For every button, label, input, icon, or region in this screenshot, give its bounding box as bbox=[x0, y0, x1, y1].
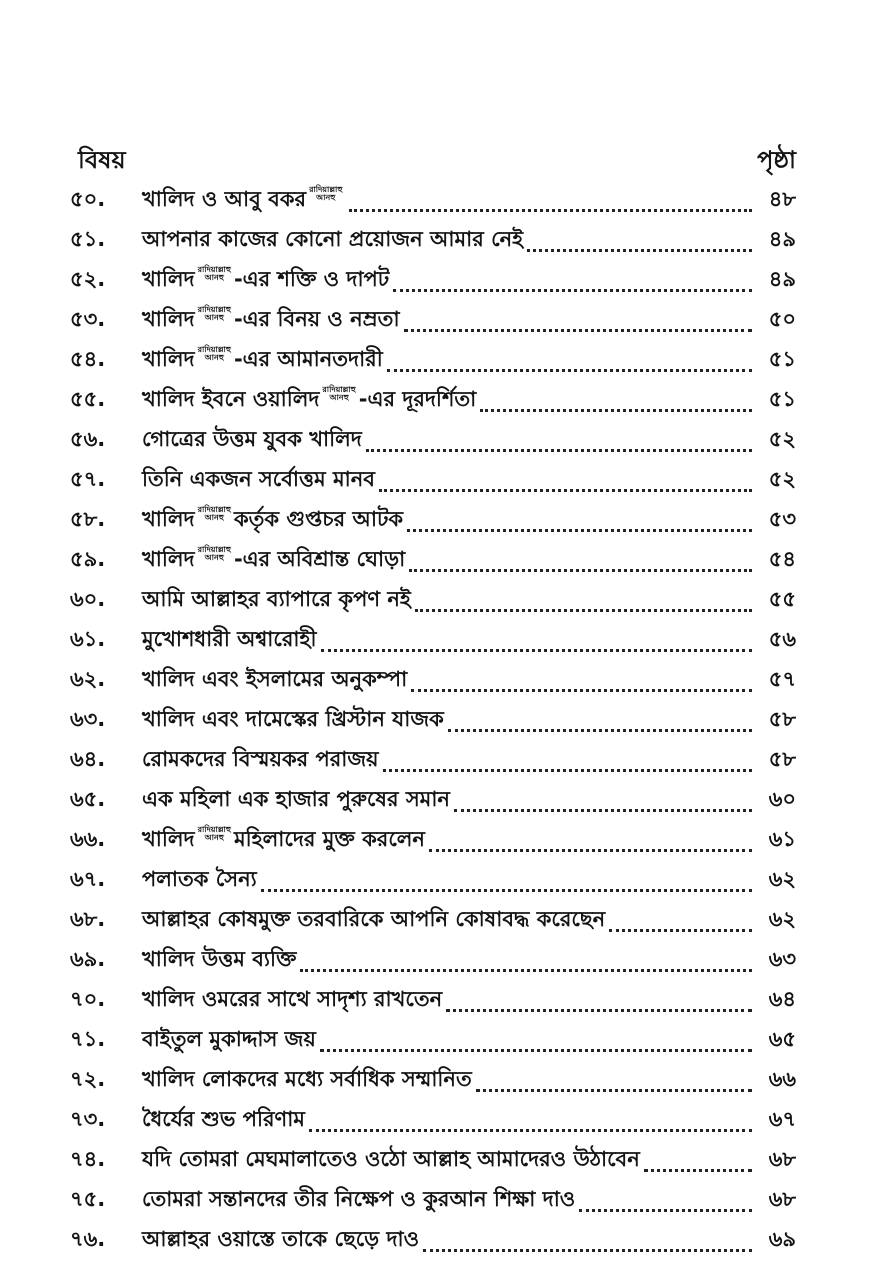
entry-title bbox=[142, 703, 444, 738]
honorific-mark bbox=[198, 266, 231, 282]
entry-page-number: ৪৮ bbox=[768, 186, 796, 211]
honorific-line-1: রাদিয়াল্লাহু bbox=[197, 344, 231, 354]
honorific-line-2: আনহু bbox=[316, 192, 336, 202]
dot-leader bbox=[429, 839, 752, 852]
entry-title-suffix: -এর অবিশ্রান্ত ঘোড়া bbox=[233, 546, 406, 571]
entry-page-number: ৫৭ bbox=[768, 666, 796, 691]
entry-title bbox=[142, 503, 403, 538]
honorific-line-2: আনহু bbox=[204, 512, 224, 522]
honorific-line-2: আনহু bbox=[204, 312, 224, 322]
toc-entry bbox=[70, 380, 796, 420]
toc-entry bbox=[70, 1220, 796, 1260]
honorific-line-2: আনহু bbox=[329, 392, 349, 402]
dot-leader bbox=[411, 679, 752, 692]
entry-title-text: যদি তোমরা মেঘমালাতেও ওঠো আল্লাহ আমাদেরও উঠাবেন bbox=[142, 1146, 640, 1171]
entry-page-number: ৬১ bbox=[768, 826, 796, 851]
toc-entry bbox=[70, 1140, 796, 1180]
dot-leader bbox=[349, 199, 752, 212]
entry-number: ৬৮. bbox=[70, 906, 106, 931]
toc-entry bbox=[70, 1100, 796, 1140]
toc-entry bbox=[70, 340, 796, 380]
dot-leader bbox=[387, 359, 752, 372]
honorific-line-1: রাদিয়াল্লাহু bbox=[197, 304, 231, 314]
dot-leader bbox=[393, 279, 752, 292]
entry-page-number: ৬৫ bbox=[768, 1026, 796, 1051]
entry-title-text: খালিদ এবং ইসলামের অনুকম্পা bbox=[142, 666, 408, 691]
entry-title-text: খালিদ bbox=[142, 266, 195, 291]
dot-leader bbox=[320, 1039, 752, 1052]
entry-number: ৬৩. bbox=[70, 706, 106, 731]
entry-page-number: ৬৯ bbox=[768, 1226, 796, 1251]
entry-title-text: খালিদ ও আবু বকর bbox=[142, 186, 307, 211]
entry-title-text: এক মহিলা এক হাজার পুরুষের সমান bbox=[142, 786, 450, 811]
entry-number: ৬২. bbox=[70, 666, 106, 691]
entry-title-text: খালিদ bbox=[142, 346, 195, 371]
honorific-line-1: রাদিয়াল্লাহু bbox=[322, 384, 356, 394]
honorific-line-2: আনহু bbox=[204, 552, 224, 562]
honorific-mark bbox=[198, 346, 231, 362]
entry-page-number: ৫৩ bbox=[768, 506, 796, 531]
entry-number: ৭৩. bbox=[70, 1106, 106, 1131]
entry-page-number: ৬৪ bbox=[768, 986, 796, 1011]
entry-page-number: ৫১ bbox=[768, 346, 796, 371]
entry-title-text: খালিদ উত্তম ব্যক্তি bbox=[142, 946, 297, 971]
honorific-line-1: রাদিয়াল্লাহু bbox=[197, 264, 231, 274]
entry-title bbox=[142, 463, 375, 498]
dot-leader bbox=[321, 639, 752, 652]
entry-title-text: খালিদ লোকদের মধ্যে সর্বাধিক সম্মানিত bbox=[142, 1066, 472, 1091]
toc-entry bbox=[70, 180, 796, 220]
entry-number: ৫৪. bbox=[70, 346, 106, 371]
toc-header bbox=[78, 142, 796, 178]
entry-page-number: ৫৮ bbox=[768, 746, 796, 771]
toc-entry bbox=[70, 220, 796, 260]
entry-number: ৫২. bbox=[70, 266, 106, 291]
honorific-line-1: রাদিয়াল্লাহু bbox=[197, 544, 231, 554]
entry-page-number: ৬২ bbox=[768, 906, 796, 931]
entry-title-text: রোমকদের বিস্ময়কর পরাজয় bbox=[142, 746, 379, 771]
dot-leader bbox=[404, 319, 752, 332]
toc-entry bbox=[70, 580, 796, 620]
entry-page-number: ৫১ bbox=[768, 386, 796, 411]
dot-leader bbox=[448, 719, 752, 732]
entry-title-suffix: কর্তৃক গুপ্তচর আটক bbox=[233, 506, 404, 531]
entry-title-text: তোমরা সন্তানদের তীর নিক্ষেপ ও কুরআন শিক্ষা দাও bbox=[142, 1186, 576, 1211]
entry-title bbox=[142, 1063, 472, 1098]
toc-entry bbox=[70, 540, 796, 580]
toc-entry bbox=[70, 980, 796, 1020]
entry-title-text: তিনি একজন সর্বোত্তম মানব bbox=[142, 466, 375, 491]
toc-entry bbox=[70, 940, 796, 980]
dot-leader bbox=[423, 1239, 752, 1252]
entry-number: ৬৭. bbox=[70, 866, 106, 891]
toc-entry bbox=[70, 260, 796, 300]
entry-page-number: ৫৬ bbox=[768, 626, 796, 651]
entry-number: ৭১. bbox=[70, 1026, 106, 1051]
honorific-mark bbox=[309, 186, 342, 202]
dot-leader bbox=[379, 479, 752, 492]
honorific-line-2: আনহু bbox=[204, 272, 224, 282]
entry-title-text: মুখোশধারী অশ্বারোহী bbox=[142, 626, 317, 651]
toc-entry bbox=[70, 1020, 796, 1060]
honorific-line-1: রাদিয়াল্লাহু bbox=[309, 184, 343, 194]
entry-title-text: আমি আল্লাহর ব্যাপারে কৃপণ নই bbox=[142, 586, 411, 611]
entry-title-text: বাইতুল মুকাদ্দাস জয় bbox=[142, 1026, 316, 1051]
entry-title bbox=[142, 383, 476, 418]
dot-leader bbox=[415, 599, 752, 612]
entry-page-number: ৬৭ bbox=[768, 1106, 796, 1131]
entry-number: ৬০. bbox=[70, 586, 106, 611]
dot-leader bbox=[527, 239, 752, 252]
entry-page-number: ৪৯ bbox=[768, 226, 796, 251]
entry-title-text: আল্লাহর কোষমুক্ত তরবারিকে আপনি কোষাবদ্ধ করেছেন bbox=[142, 906, 606, 931]
entry-number: ৫৩. bbox=[70, 306, 106, 331]
entry-page-number: ৫৮ bbox=[768, 706, 796, 731]
entry-title bbox=[142, 1143, 640, 1178]
toc-list bbox=[70, 180, 796, 1260]
dot-leader bbox=[476, 1079, 752, 1092]
toc-entry bbox=[70, 1060, 796, 1100]
entry-title bbox=[142, 183, 345, 218]
dot-leader bbox=[644, 1159, 752, 1172]
toc-entry bbox=[70, 460, 796, 500]
entry-title-text: খালিদ bbox=[142, 546, 195, 571]
dot-leader bbox=[609, 919, 752, 932]
toc-entry bbox=[70, 740, 796, 780]
entry-title bbox=[142, 223, 523, 258]
entry-number: ৭০. bbox=[70, 986, 106, 1011]
dot-leader bbox=[579, 1199, 752, 1212]
entry-number: ৬১. bbox=[70, 626, 106, 651]
entry-title-text: খালিদ bbox=[142, 306, 195, 331]
entry-number: ৬৬. bbox=[70, 826, 106, 851]
entry-number: ৫০. bbox=[70, 186, 106, 211]
dot-leader bbox=[407, 519, 752, 532]
entry-page-number: ৬৩ bbox=[768, 946, 796, 971]
entry-title bbox=[142, 1183, 575, 1218]
entry-title-suffix: -এর দূরদর্শিতা bbox=[358, 386, 477, 411]
entry-page-number: ৬০ bbox=[768, 786, 796, 811]
toc-entry bbox=[70, 500, 796, 540]
entry-title bbox=[142, 663, 407, 698]
entry-title bbox=[142, 783, 450, 818]
dot-leader bbox=[309, 1119, 752, 1132]
dot-leader bbox=[480, 399, 752, 412]
entry-title bbox=[142, 863, 257, 898]
honorific-mark bbox=[198, 506, 231, 522]
dot-leader bbox=[261, 879, 752, 892]
dot-leader bbox=[454, 799, 752, 812]
honorific-line-2: আনহু bbox=[204, 832, 224, 842]
entry-title-text: আল্লাহর ওয়াস্তে তাকে ছেড়ে দাও bbox=[142, 1226, 420, 1251]
honorific-mark bbox=[198, 306, 231, 322]
entry-title bbox=[142, 903, 605, 938]
entry-title-suffix: -এর শক্তি ও দাপট bbox=[233, 266, 390, 291]
entry-title bbox=[142, 543, 405, 578]
dot-leader bbox=[366, 439, 752, 452]
entry-number: ৫৮. bbox=[70, 506, 106, 531]
honorific-line-2: আনহু bbox=[204, 352, 224, 362]
entry-page-number: ৫৫ bbox=[768, 586, 796, 611]
entry-title bbox=[142, 1023, 316, 1058]
entry-title-text: খালিদ এবং দামেস্কের খ্রিস্টান যাজক bbox=[142, 706, 444, 731]
toc-entry bbox=[70, 620, 796, 660]
honorific-line-1: রাদিয়াল্লাহু bbox=[197, 824, 231, 834]
entry-number: ৭৪. bbox=[70, 1146, 106, 1171]
entry-page-number: ৬৮ bbox=[768, 1146, 796, 1171]
entry-page-number: ৫০ bbox=[768, 306, 796, 331]
entry-title bbox=[142, 583, 411, 618]
entry-title bbox=[142, 623, 317, 658]
entry-title-text: ধৈর্যের শুভ পরিণাম bbox=[142, 1106, 305, 1131]
entry-number: ৬৪. bbox=[70, 746, 106, 771]
entry-title bbox=[142, 823, 425, 858]
toc-entry bbox=[70, 860, 796, 900]
entry-title-text: খালিদ bbox=[142, 826, 195, 851]
entry-number: ৫১. bbox=[70, 226, 106, 251]
entry-number: ৭৬. bbox=[70, 1226, 106, 1251]
toc-entry bbox=[70, 700, 796, 740]
entry-number: ৫৫. bbox=[70, 386, 106, 411]
entry-page-number: ৫২ bbox=[768, 466, 796, 491]
entry-page-number: ৬৬ bbox=[768, 1066, 796, 1091]
entry-number: ৭৫. bbox=[70, 1186, 106, 1211]
page-column-heading: পৃষ্ঠা bbox=[757, 146, 796, 174]
entry-number: ৭২. bbox=[70, 1066, 106, 1091]
entry-title bbox=[142, 423, 362, 458]
entry-number: ৫৯. bbox=[70, 546, 106, 571]
dot-leader bbox=[409, 559, 752, 572]
entry-page-number: ৫২ bbox=[768, 426, 796, 451]
entry-title bbox=[142, 983, 442, 1018]
dot-leader bbox=[446, 999, 752, 1012]
entry-number: ৬৯. bbox=[70, 946, 106, 971]
entry-title-suffix: -এর আমানতদারী bbox=[233, 346, 383, 371]
entry-page-number: ৬৮ bbox=[768, 1186, 796, 1211]
entry-title bbox=[142, 263, 389, 298]
honorific-mark bbox=[198, 546, 231, 562]
honorific-mark bbox=[198, 826, 231, 842]
entry-title bbox=[142, 343, 383, 378]
entry-title-text: খালিদ bbox=[142, 506, 195, 531]
toc-entry bbox=[70, 900, 796, 940]
entry-number: ৫৭. bbox=[70, 466, 106, 491]
entry-title-suffix: -এর বিনয় ও নম্রতা bbox=[233, 306, 400, 331]
entry-title-text: আপনার কাজের কোনো প্রয়োজন আমার নেই bbox=[142, 226, 524, 251]
subject-column-heading: বিষয় bbox=[78, 146, 126, 174]
entry-page-number: ৬২ bbox=[768, 866, 796, 891]
toc-entry bbox=[70, 820, 796, 860]
dot-leader bbox=[383, 759, 752, 772]
entry-title bbox=[142, 1103, 305, 1138]
entry-title bbox=[142, 1223, 419, 1258]
entry-title bbox=[142, 303, 400, 338]
toc-entry bbox=[70, 660, 796, 700]
entry-number: ৬৫. bbox=[70, 786, 106, 811]
toc-entry bbox=[70, 1180, 796, 1220]
toc-entry bbox=[70, 420, 796, 460]
entry-page-number: ৫৪ bbox=[768, 546, 796, 571]
toc-entry bbox=[70, 780, 796, 820]
entry-page-number: ৪৯ bbox=[768, 266, 796, 291]
toc-entry bbox=[70, 300, 796, 340]
entry-title bbox=[142, 943, 296, 978]
entry-title bbox=[142, 743, 379, 778]
entry-title-text: গোত্রের উত্তম যুবক খালিদ bbox=[142, 426, 362, 451]
entry-title-suffix: মহিলাদের মুক্ত করলেন bbox=[233, 826, 425, 851]
entry-number: ৫৬. bbox=[70, 426, 106, 451]
dot-leader bbox=[300, 959, 752, 972]
honorific-line-1: রাদিয়াল্লাহু bbox=[197, 504, 231, 514]
honorific-mark bbox=[322, 386, 355, 402]
entry-title-text: পলাতক সৈন্য bbox=[142, 866, 257, 891]
entry-title-text: খালিদ ইবনে ওয়ালিদ bbox=[142, 386, 320, 411]
entry-title-text: খালিদ ওমরের সাথে সাদৃশ্য রাখতেন bbox=[142, 986, 443, 1011]
